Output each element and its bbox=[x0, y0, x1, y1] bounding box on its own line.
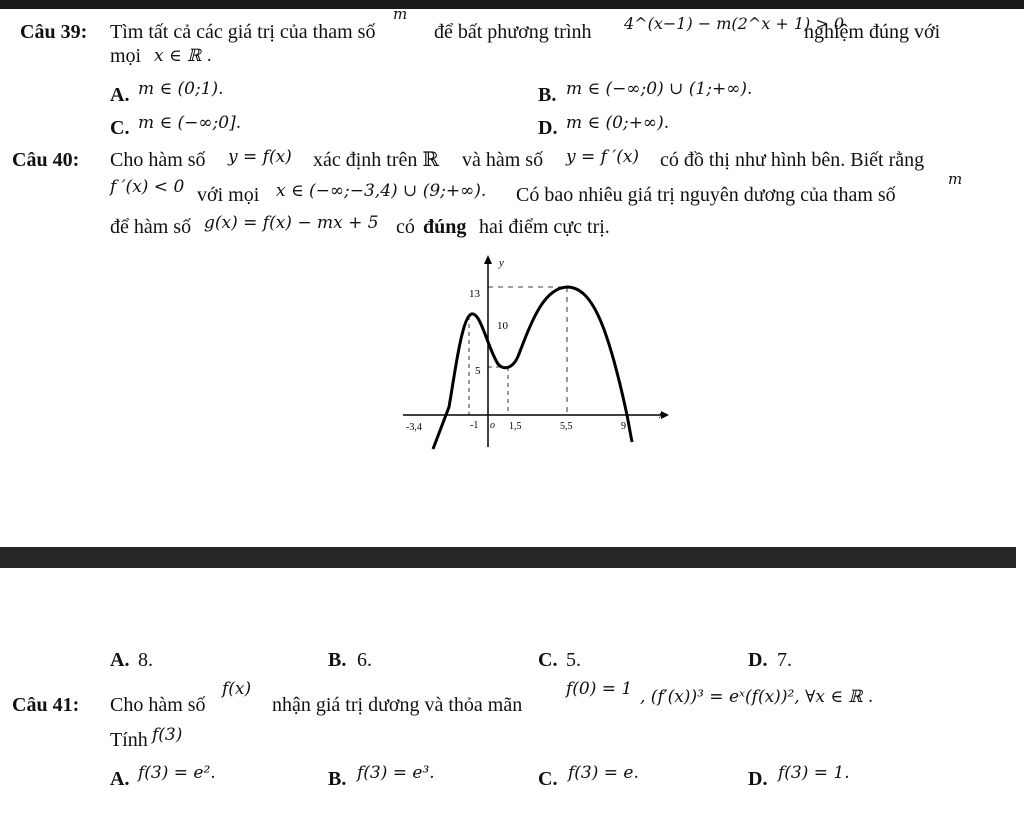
x-tick-minus-1: -1 bbox=[470, 420, 479, 431]
q40-line1-d: có đồ thị như hình bên. Biết rằng bbox=[660, 149, 925, 171]
q40-line3-a: để hàm số bbox=[110, 216, 192, 238]
q40-line2-math2: x ∈ (−∞;−3,4) ∪ (9;+∞). bbox=[276, 181, 487, 201]
q40-line1-b: xác định trên ℝ bbox=[313, 149, 440, 171]
y-axis-arrow bbox=[484, 255, 492, 264]
q41-line1-math3: , (f′(x))³ = eˣ(f(x))², ∀x ∈ ℝ . bbox=[640, 687, 874, 707]
q39-line2-math: x ∈ ℝ . bbox=[154, 46, 212, 66]
y-axis-label: y bbox=[499, 257, 504, 269]
y-tick-10: 10 bbox=[497, 320, 508, 332]
q41-line2: Tính bbox=[110, 729, 148, 751]
q39-line2: mọi bbox=[110, 45, 142, 67]
q41-option-c: f(3) = e. bbox=[568, 763, 639, 783]
q40-option-c-key: C. bbox=[538, 649, 558, 671]
x-axis-label: x bbox=[659, 409, 664, 421]
y-tick-13: 13 bbox=[469, 288, 480, 300]
q39-text-c: nghiệm đúng với bbox=[804, 21, 941, 43]
q40-line2-param: m bbox=[948, 170, 963, 188]
q41-line2-math: f(3) bbox=[152, 725, 183, 745]
q41-line1-a: Cho hàm số bbox=[110, 694, 206, 716]
derivative-graph bbox=[395, 252, 675, 452]
q40-line1-math1: y = f(x) bbox=[228, 147, 292, 167]
q40-line2-a: với mọi bbox=[197, 184, 260, 206]
q39-option-a: m ∈ (0;1). bbox=[138, 79, 224, 99]
middle-divider bbox=[0, 547, 1016, 568]
q40-option-a: 8. bbox=[138, 649, 153, 671]
q39-inequality: 4^(x−1) − m(2^x + 1) > 0 bbox=[624, 14, 845, 33]
q40-line2-math1: f ′(x) < 0 bbox=[110, 177, 185, 197]
q41-option-c-key: C. bbox=[538, 768, 558, 790]
q39-param: m bbox=[393, 5, 408, 23]
q40-line1-c: và hàm số bbox=[462, 149, 544, 171]
q39-option-c: m ∈ (−∞;0]. bbox=[138, 113, 242, 133]
x-tick-9: 9 bbox=[621, 421, 626, 432]
q39-text-b: để bất phương trình bbox=[434, 21, 592, 43]
q39-option-c-key: C. bbox=[110, 117, 130, 139]
derivative-curve bbox=[433, 287, 632, 449]
q40-option-d: 7. bbox=[777, 649, 792, 671]
q40-option-d-key: D. bbox=[748, 649, 768, 671]
q40-label: Câu 40: bbox=[12, 149, 80, 171]
x-tick-5-5: 5,5 bbox=[560, 421, 573, 432]
q40-line2-b: Có bao nhiêu giá trị nguyên dương của tham số bbox=[516, 184, 896, 206]
q40-line1-a: Cho hàm số bbox=[110, 149, 206, 171]
q40-line1-math2: y = f ′(x) bbox=[566, 147, 640, 167]
q41-option-a-key: A. bbox=[110, 768, 130, 790]
q41-option-b-key: B. bbox=[328, 768, 347, 790]
y-tick-5: 5 bbox=[475, 365, 481, 377]
q39-option-b-key: B. bbox=[538, 84, 557, 106]
q41-label: Câu 41: bbox=[12, 694, 80, 716]
q40-line3-math: g(x) = f(x) − mx + 5 bbox=[204, 213, 379, 233]
q41-line1-b: nhận giá trị dương và thỏa mãn bbox=[272, 694, 523, 716]
x-tick-origin: o bbox=[490, 420, 495, 431]
q41-option-d-key: D. bbox=[748, 768, 768, 790]
q40-option-b: 6. bbox=[357, 649, 372, 671]
x-tick-1-5: 1,5 bbox=[509, 421, 522, 432]
q39-label: Câu 39: bbox=[20, 21, 88, 43]
q41-option-a: f(3) = e². bbox=[138, 763, 216, 783]
q39-option-d-key: D. bbox=[538, 117, 558, 139]
q40-option-b-key: B. bbox=[328, 649, 347, 671]
q39-text-a: Tìm tất cả các giá trị của tham số bbox=[110, 21, 376, 43]
q41-option-d: f(3) = 1. bbox=[778, 763, 850, 783]
q39-option-d: m ∈ (0;+∞). bbox=[566, 113, 670, 133]
q39-option-b: m ∈ (−∞;0) ∪ (1;+∞). bbox=[566, 79, 753, 99]
q40-line3-bold: đúng bbox=[423, 216, 467, 238]
q41-line1-math1: f(x) bbox=[222, 679, 252, 699]
q40-line3-c: hai điểm cực trị. bbox=[479, 216, 610, 238]
q41-option-b: f(3) = e³. bbox=[357, 763, 435, 783]
top-divider bbox=[0, 0, 1024, 9]
q40-line3-b: có bbox=[396, 216, 415, 238]
q40-option-a-key: A. bbox=[110, 649, 130, 671]
x-tick-minus-3-4: -3,4 bbox=[406, 422, 422, 433]
q40-option-c: 5. bbox=[566, 649, 581, 671]
q41-line1-math2: f(0) = 1 bbox=[566, 679, 633, 699]
q39-option-a-key: A. bbox=[110, 84, 130, 106]
